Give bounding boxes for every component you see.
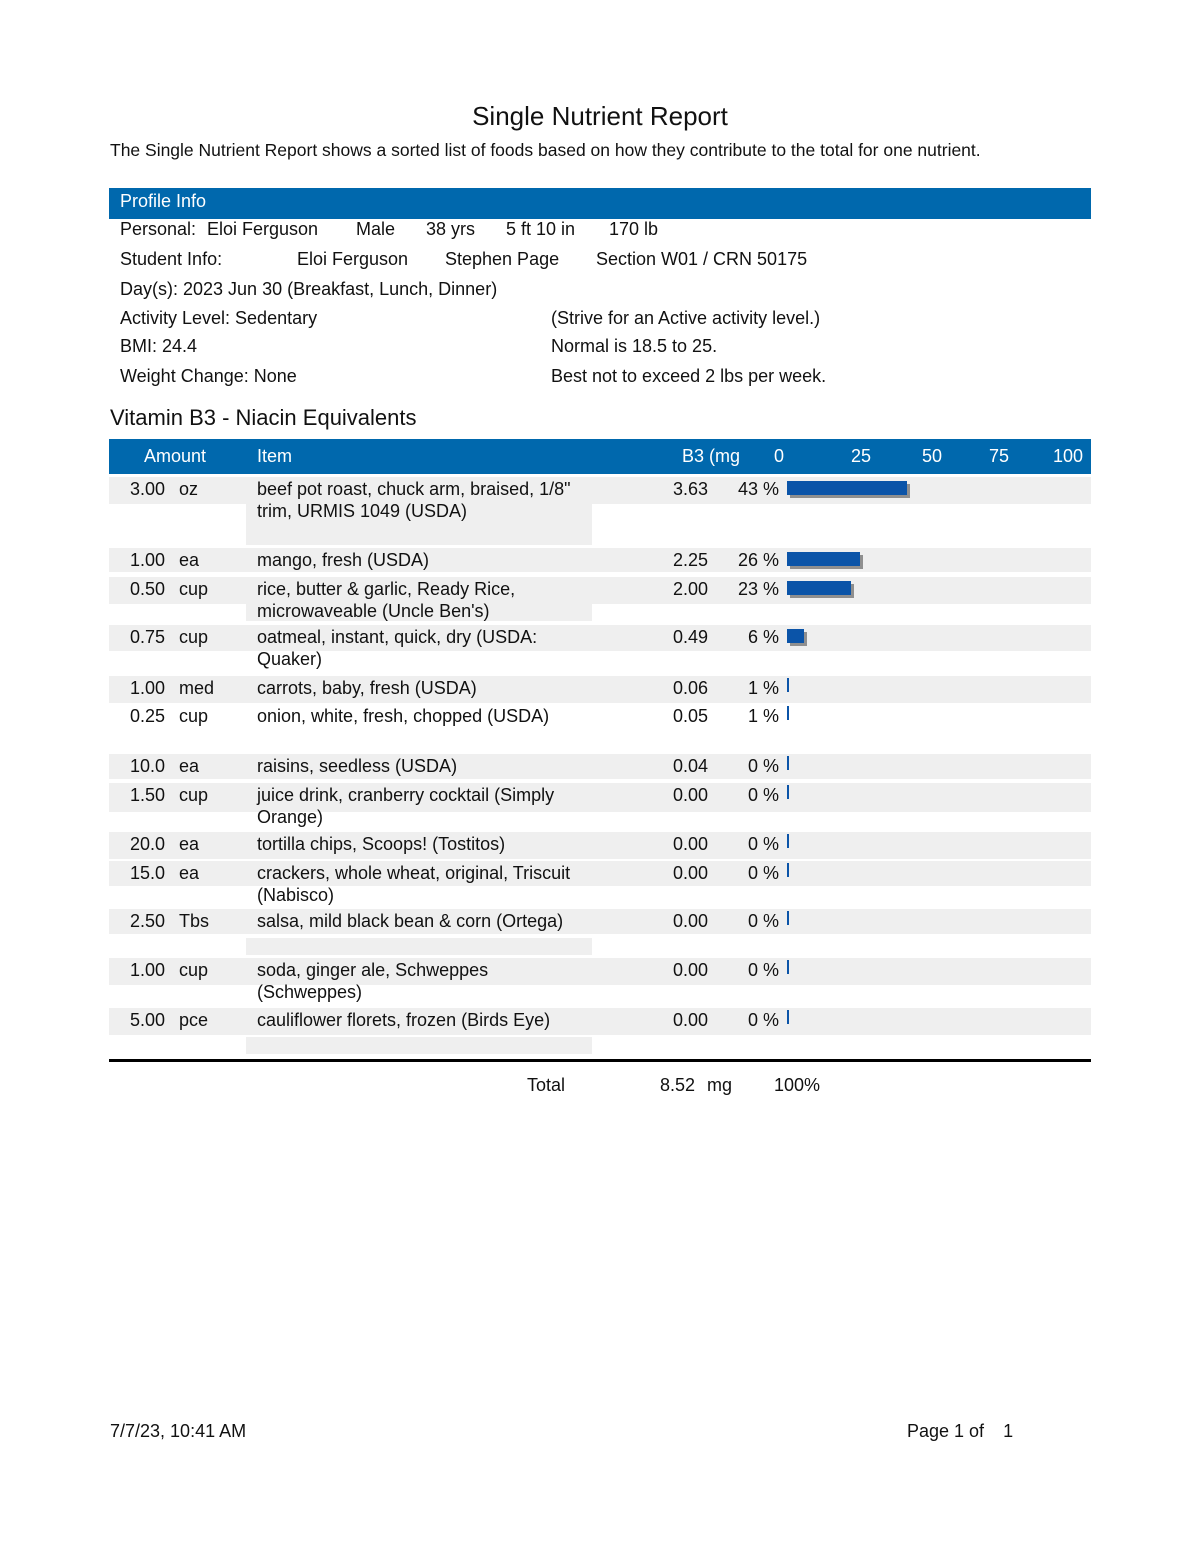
personal-age: 38 yrs bbox=[426, 219, 476, 239]
row-percent-bar bbox=[787, 678, 789, 692]
total-percent: 100% bbox=[774, 1075, 821, 1095]
col-value: B3 (mg bbox=[682, 446, 741, 466]
row-unit: ea bbox=[179, 834, 200, 854]
row-quantity: 20.0 bbox=[130, 834, 166, 854]
row-quantity: 1.00 bbox=[130, 678, 166, 698]
row-value: 2.25 bbox=[672, 550, 708, 570]
report-title: Single Nutrient Report bbox=[472, 101, 728, 131]
row-quantity: 1.00 bbox=[130, 550, 166, 570]
page-label: Page 1 of bbox=[907, 1421, 985, 1441]
row-value: 0.00 bbox=[672, 834, 708, 854]
row-quantity: 0.50 bbox=[130, 579, 166, 599]
row-quantity: 2.50 bbox=[130, 911, 166, 931]
row-percent-bar bbox=[787, 785, 789, 799]
row-percent-bar bbox=[787, 834, 789, 848]
row-unit: cup bbox=[179, 785, 209, 805]
row-percent: 1 % bbox=[747, 706, 779, 726]
row-item: raisins, seedless (USDA) bbox=[257, 756, 458, 776]
row-percent: 0 % bbox=[747, 960, 779, 980]
bmi-value: BMI: 24.4 bbox=[120, 336, 198, 356]
student-label: Student Info: bbox=[120, 249, 223, 269]
days-info: Day(s): 2023 Jun 30 (Breakfast, Lunch, Dinner) bbox=[120, 279, 498, 299]
scale-75: 75 bbox=[989, 446, 1010, 466]
row-value: 0.06 bbox=[672, 678, 708, 698]
row-item: oatmeal, instant, quick, dry (USDA: Quaker) bbox=[257, 627, 538, 669]
row-unit: Tbs bbox=[179, 911, 210, 931]
personal-name: Eloi Ferguson bbox=[207, 219, 319, 239]
row-percent: 0 % bbox=[747, 1010, 779, 1030]
row-stripe bbox=[246, 938, 592, 955]
report-subtitle: The Single Nutrient Report shows a sorted list of foods based on how they contribute to the total for one nutrient. bbox=[110, 140, 981, 160]
row-quantity: 10.0 bbox=[130, 756, 166, 776]
row-quantity: 5.00 bbox=[130, 1010, 166, 1030]
row-quantity: 3.00 bbox=[130, 479, 166, 499]
row-unit: cup bbox=[179, 960, 209, 980]
row-percent-bar bbox=[787, 960, 789, 974]
personal-label: Personal: bbox=[120, 219, 197, 239]
activity-level: Activity Level: Sedentary bbox=[120, 308, 318, 328]
row-percent: 0 % bbox=[747, 911, 779, 931]
weight-change: Weight Change: None bbox=[120, 366, 297, 386]
row-quantity: 1.00 bbox=[130, 960, 166, 980]
row-item: juice drink, cranberry cocktail (Simply Orange) bbox=[257, 785, 555, 827]
weight-note: Best not to exceed 2 lbs per week. bbox=[551, 366, 827, 386]
profile-info-label: Profile Info bbox=[120, 191, 207, 211]
row-quantity: 1.50 bbox=[130, 785, 166, 805]
row-item: mango, fresh (USDA) bbox=[257, 550, 430, 570]
total-label: Total bbox=[527, 1075, 566, 1095]
scale-50: 50 bbox=[922, 446, 943, 466]
row-item: rice, butter & garlic, Ready Rice, microwaveable (Uncle Ben's) bbox=[257, 579, 516, 621]
row-item: crackers, whole wheat, original, Triscuit (Nabisco) bbox=[257, 863, 571, 905]
footer-page-number bbox=[907, 1421, 1013, 1442]
col-amount: Amount bbox=[144, 446, 207, 466]
row-percent-bar bbox=[787, 629, 804, 643]
student-name: Eloi Ferguson bbox=[297, 249, 409, 269]
scale-100: 100 bbox=[1053, 446, 1084, 466]
row-unit: ea bbox=[179, 863, 200, 883]
row-percent: 26 % bbox=[737, 550, 779, 570]
table-header bbox=[109, 439, 1091, 474]
row-value: 0.04 bbox=[672, 756, 708, 776]
page-total: 1 bbox=[1003, 1421, 1014, 1441]
row-percent-bar bbox=[787, 1010, 789, 1024]
row-unit: cup bbox=[179, 706, 209, 726]
row-item: soda, ginger ale, Schweppes (Schweppes) bbox=[257, 960, 489, 1002]
personal-height: 5 ft 10 in bbox=[506, 219, 576, 239]
scale-25: 25 bbox=[851, 446, 872, 466]
row-value: 3.63 bbox=[672, 479, 708, 499]
row-item: cauliflower florets, frozen (Birds Eye) bbox=[257, 1010, 551, 1030]
row-percent-bar bbox=[787, 756, 789, 770]
row-percent: 1 % bbox=[747, 678, 779, 698]
total-divider bbox=[109, 1059, 1091, 1062]
row-item: carrots, baby, fresh (USDA) bbox=[257, 678, 477, 698]
row-percent-bar bbox=[787, 706, 789, 720]
row-unit: cup bbox=[179, 627, 209, 647]
profile-info-header bbox=[109, 188, 1091, 219]
row-percent: 0 % bbox=[747, 863, 779, 883]
bmi-note: Normal is 18.5 to 25. bbox=[551, 336, 718, 356]
section-info: Section W01 / CRN 50175 bbox=[596, 249, 808, 269]
row-quantity: 0.75 bbox=[130, 627, 166, 647]
row-quantity: 0.25 bbox=[130, 706, 166, 726]
row-unit: oz bbox=[179, 479, 199, 499]
row-percent: 0 % bbox=[747, 785, 779, 805]
scale-0: 0 bbox=[774, 446, 785, 466]
row-percent-bar bbox=[787, 481, 907, 495]
row-value: 0.05 bbox=[672, 706, 708, 726]
instructor-name: Stephen Page bbox=[445, 249, 560, 269]
row-unit: med bbox=[179, 678, 215, 698]
footer-datetime: 7/7/23, 10:41 AM bbox=[110, 1421, 247, 1441]
row-percent-bar bbox=[787, 911, 789, 925]
row-value: 0.00 bbox=[672, 911, 708, 931]
row-value: 0.00 bbox=[672, 960, 708, 980]
row-percent-bar bbox=[787, 863, 789, 877]
row-value: 0.00 bbox=[672, 785, 708, 805]
row-unit: cup bbox=[179, 579, 209, 599]
row-percent: 6 % bbox=[747, 627, 779, 647]
activity-note: (Strive for an Active activity level.) bbox=[551, 308, 821, 328]
row-item: tortilla chips, Scoops! (Tostitos) bbox=[257, 834, 506, 854]
row-unit: ea bbox=[179, 756, 200, 776]
row-unit: pce bbox=[179, 1010, 209, 1030]
col-item: Item bbox=[257, 446, 293, 466]
row-percent-bar bbox=[787, 581, 851, 595]
row-percent-bar bbox=[787, 552, 860, 566]
row-value: 0.49 bbox=[672, 627, 708, 647]
row-unit: ea bbox=[179, 550, 200, 570]
row-percent: 23 % bbox=[737, 579, 779, 599]
row-percent: 0 % bbox=[747, 756, 779, 776]
personal-weight: 170 lb bbox=[609, 219, 659, 239]
row-item: beef pot roast, chuck arm, braised, 1/8" trim, URMIS 1049 (USDA) bbox=[257, 479, 571, 521]
row-percent: 43 % bbox=[737, 479, 779, 499]
total-value: 8.52 bbox=[660, 1075, 696, 1095]
row-stripe bbox=[246, 1037, 592, 1054]
row-quantity: 15.0 bbox=[130, 863, 166, 883]
row-item: onion, white, fresh, chopped (USDA) bbox=[257, 706, 550, 726]
row-item: salsa, mild black bean & corn (Ortega) bbox=[257, 911, 564, 931]
personal-sex: Male bbox=[356, 219, 396, 239]
total-unit: mg bbox=[707, 1075, 733, 1095]
nutrient-title: Vitamin B3 - Niacin Equivalents bbox=[110, 405, 417, 430]
row-value: 0.00 bbox=[672, 1010, 708, 1030]
row-percent: 0 % bbox=[747, 834, 779, 854]
row-value: 0.00 bbox=[672, 863, 708, 883]
row-value: 2.00 bbox=[672, 579, 708, 599]
